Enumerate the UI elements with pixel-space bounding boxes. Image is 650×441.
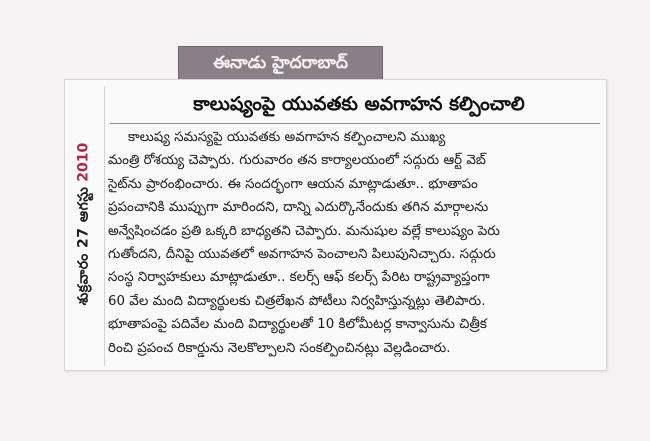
dateline-text <box>76 143 95 306</box>
article-line: భూతాపంపై పదివేల మంది విద్యార్థులతో 10 కిలోమీటర్ల కాన్వాసును చిత్రీక <box>108 317 487 333</box>
article-line: రించి ప్రపంచ రికార్డును నెలకొల్పాలని సంకల్పించినట్లు వెల్లడించారు. <box>108 340 451 356</box>
article-line: గుతోందని, దీనిపై యువతలో అవగాహన పెంచాలని పిలుపునిచ్చారు. సద్గురు <box>108 246 496 262</box>
article-line: ప్రపంచానికి ముప్పుగా మారిందని, దాన్ని ఎదుర్కొనేందుకు తగిన మార్గాలను <box>108 200 489 216</box>
article-headline: కాలుష్యంపై యువతకు అవగాహన కల్పించాలి <box>193 92 525 115</box>
headline-rule <box>110 123 600 124</box>
masthead-label: ఈనాడు హైదరాబాద్ <box>213 53 348 73</box>
dateline-year: 2010 <box>75 142 92 182</box>
article-body <box>108 126 600 364</box>
dateline-day: శుక్రవారం 27 ఆగస్టు <box>75 186 92 306</box>
article-line: కాలుష్య సమస్యపై యువతకు అవగాహన కల్పించాలని ముఖ్య <box>128 130 446 145</box>
article-line: మంత్రి రోశయ్య చెప్పారు. గురువారం తన కార్యాలయంలో సద్గురు ఆర్ట్ వెబ్ <box>108 153 486 169</box>
article-line: సైట్‌ను ప్రారంభించారు. ఈ సందర్భంగా ఆయన మాట్లాడుతూ.. భూతాపం <box>108 176 478 192</box>
article-line: 60 వేల మంది విద్యార్థులకు చిత్రలేఖన పోటీలు నిర్వహిస్తున్నట్లు తెలిపారు. <box>108 293 486 309</box>
column-divider <box>104 86 105 366</box>
article-line: సంస్థ నిర్వాహకులు మాట్లాడుతూ.. కలర్స్ ఆఫ్ కలర్స్ పేరిట రాష్ట్రవ్యాప్తంగా <box>108 270 490 286</box>
dateline <box>70 81 100 367</box>
article-line: అన్వేషించడం ప్రతి ఒక్కరి బాధ్యతని చెప్పారు. మనుషుల వల్లే కాలుష్యం పెరు <box>108 223 500 239</box>
